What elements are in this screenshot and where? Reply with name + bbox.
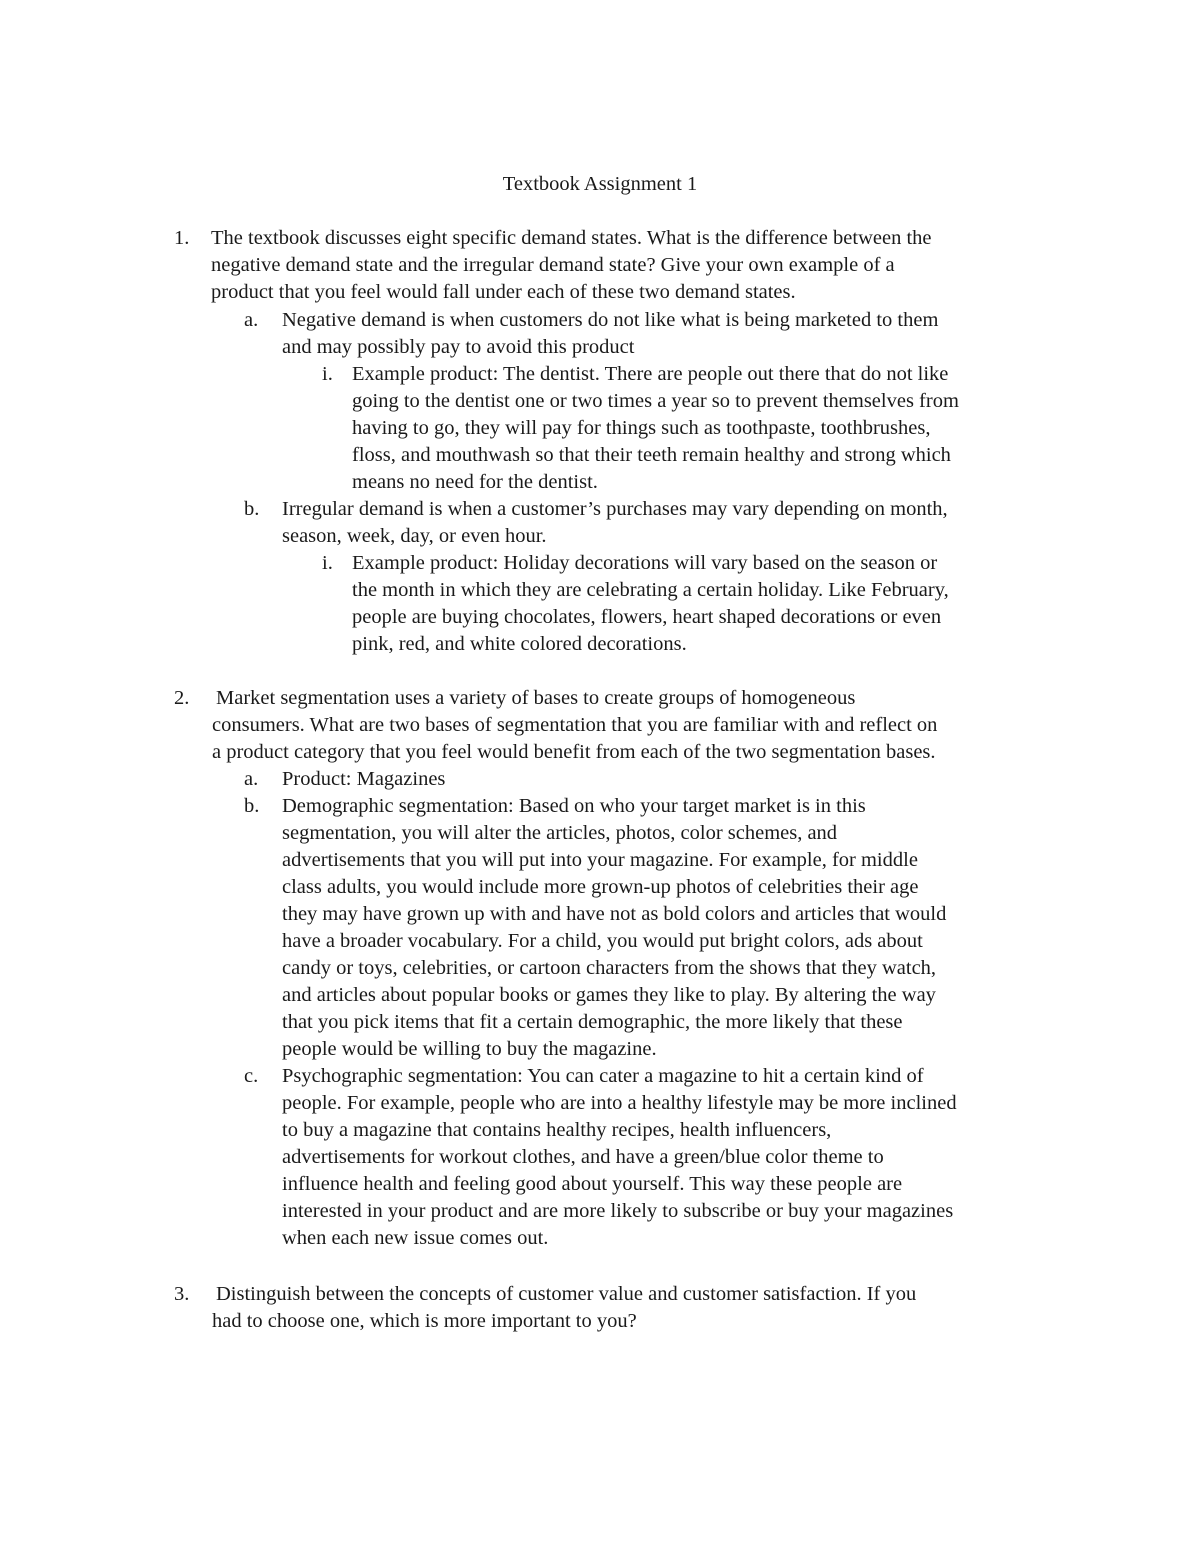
answer-text — [282, 793, 1082, 1063]
text-line: Product: Magazines — [282, 768, 446, 790]
text-line: floss, and mouthwash so that their teeth remain healthy and strong which — [352, 444, 951, 466]
text-line: means no need for the dentist. — [352, 471, 598, 493]
text-line: Example product: The dentist. There are people out there that do not like — [352, 363, 949, 385]
question-text — [212, 1281, 1076, 1335]
document-title: Textbook Assignment 1 — [502, 173, 698, 195]
text-line: had to choose one, which is more important to you? — [212, 1310, 637, 1332]
sub-answer-marker: i. — [322, 552, 333, 574]
text-line: pink, red, and white colored decorations. — [352, 633, 687, 655]
text-line: they may have grown up with and have not as bold colors and articles that would — [282, 903, 947, 925]
text-line: having to go, they will pay for things such as toothpaste, toothbrushes, — [352, 417, 931, 439]
text-line: Psychographic segmentation: You can cater a magazine to hit a certain kind of — [282, 1065, 924, 1087]
text-line: people. For example, people who are into a healthy lifestyle may be more inclined — [282, 1092, 957, 1114]
question-text — [211, 225, 1071, 306]
question-number: 2. — [174, 687, 190, 709]
answer-text — [282, 496, 1082, 550]
answer-marker: c. — [244, 1065, 259, 1087]
text-line: a product category that you feel would benefit from each of the two segmentation bases. — [212, 741, 936, 763]
question-text — [212, 685, 1076, 766]
answer-marker: a. — [244, 768, 259, 790]
answer-text — [282, 307, 1082, 361]
text-line: Negative demand is when customers do not like what is being marketed to them — [282, 309, 939, 331]
text-line: have a broader vocabulary. For a child, you would put bright colors, ads about — [282, 930, 923, 952]
answer-text — [282, 766, 1082, 793]
text-line: when each new issue comes out. — [282, 1227, 549, 1249]
answer-marker: a. — [244, 309, 259, 331]
answer-marker: b. — [244, 795, 260, 817]
text-line: negative demand state and the irregular demand state? Give your own example of a — [211, 254, 895, 276]
answer-text — [282, 1063, 1082, 1252]
text-line: Market segmentation uses a variety of bases to create groups of homogeneous — [216, 687, 856, 709]
sub-answer-text — [352, 361, 1072, 496]
text-line: candy or toys, celebrities, or cartoon characters from the shows that they watch, — [282, 957, 937, 979]
text-line: interested in your product and are more likely to subscribe or buy your magazines — [282, 1200, 954, 1222]
question-number: 3. — [174, 1283, 190, 1305]
text-line: influence health and feeling good about yourself. This way these people are — [282, 1173, 903, 1195]
text-line: advertisements that you will put into your magazine. For example, for middle — [282, 849, 918, 871]
text-line: The textbook discusses eight specific demand states. What is the difference between the — [211, 227, 932, 249]
text-line: segmentation, you will alter the articles, photos, color schemes, and — [282, 822, 838, 844]
text-line: advertisements for workout clothes, and have a green/blue color theme to — [282, 1146, 884, 1168]
text-line: the month in which they are celebrating a certain holiday. Like February, — [352, 579, 949, 601]
sub-answer-marker: i. — [322, 363, 333, 385]
text-line: product that you feel would fall under each of these two demand states. — [211, 281, 796, 303]
text-line: to buy a magazine that contains healthy recipes, health influencers, — [282, 1119, 832, 1141]
text-line: season, week, day, or even hour. — [282, 525, 547, 547]
sub-answer-text — [352, 550, 1072, 658]
text-line: and articles about popular books or games they like to play. By altering the way — [282, 984, 936, 1006]
text-line: people are buying chocolates, flowers, heart shaped decorations or even — [352, 606, 942, 628]
text-line: Example product: Holiday decorations will vary based on the season or — [352, 552, 938, 574]
text-line: class adults, you would include more grown-up photos of celebrities their age — [282, 876, 919, 898]
text-line: going to the dentist one or two times a year so to prevent themselves from — [352, 390, 959, 412]
text-line: consumers. What are two bases of segmentation that you are familiar with and reflect on — [212, 714, 938, 736]
text-line: that you pick items that fit a certain demographic, the more likely that these — [282, 1011, 903, 1033]
text-line: Distinguish between the concepts of customer value and customer satisfaction. If you — [216, 1283, 917, 1305]
text-line: Demographic segmentation: Based on who your target market is in this — [282, 795, 866, 817]
question-number: 1. — [174, 227, 190, 249]
answer-marker: b. — [244, 498, 260, 520]
text-line: people would be willing to buy the magazine. — [282, 1038, 657, 1060]
text-line: Irregular demand is when a customer’s purchases may vary depending on month, — [282, 498, 948, 520]
text-line: and may possibly pay to avoid this product — [282, 336, 635, 358]
